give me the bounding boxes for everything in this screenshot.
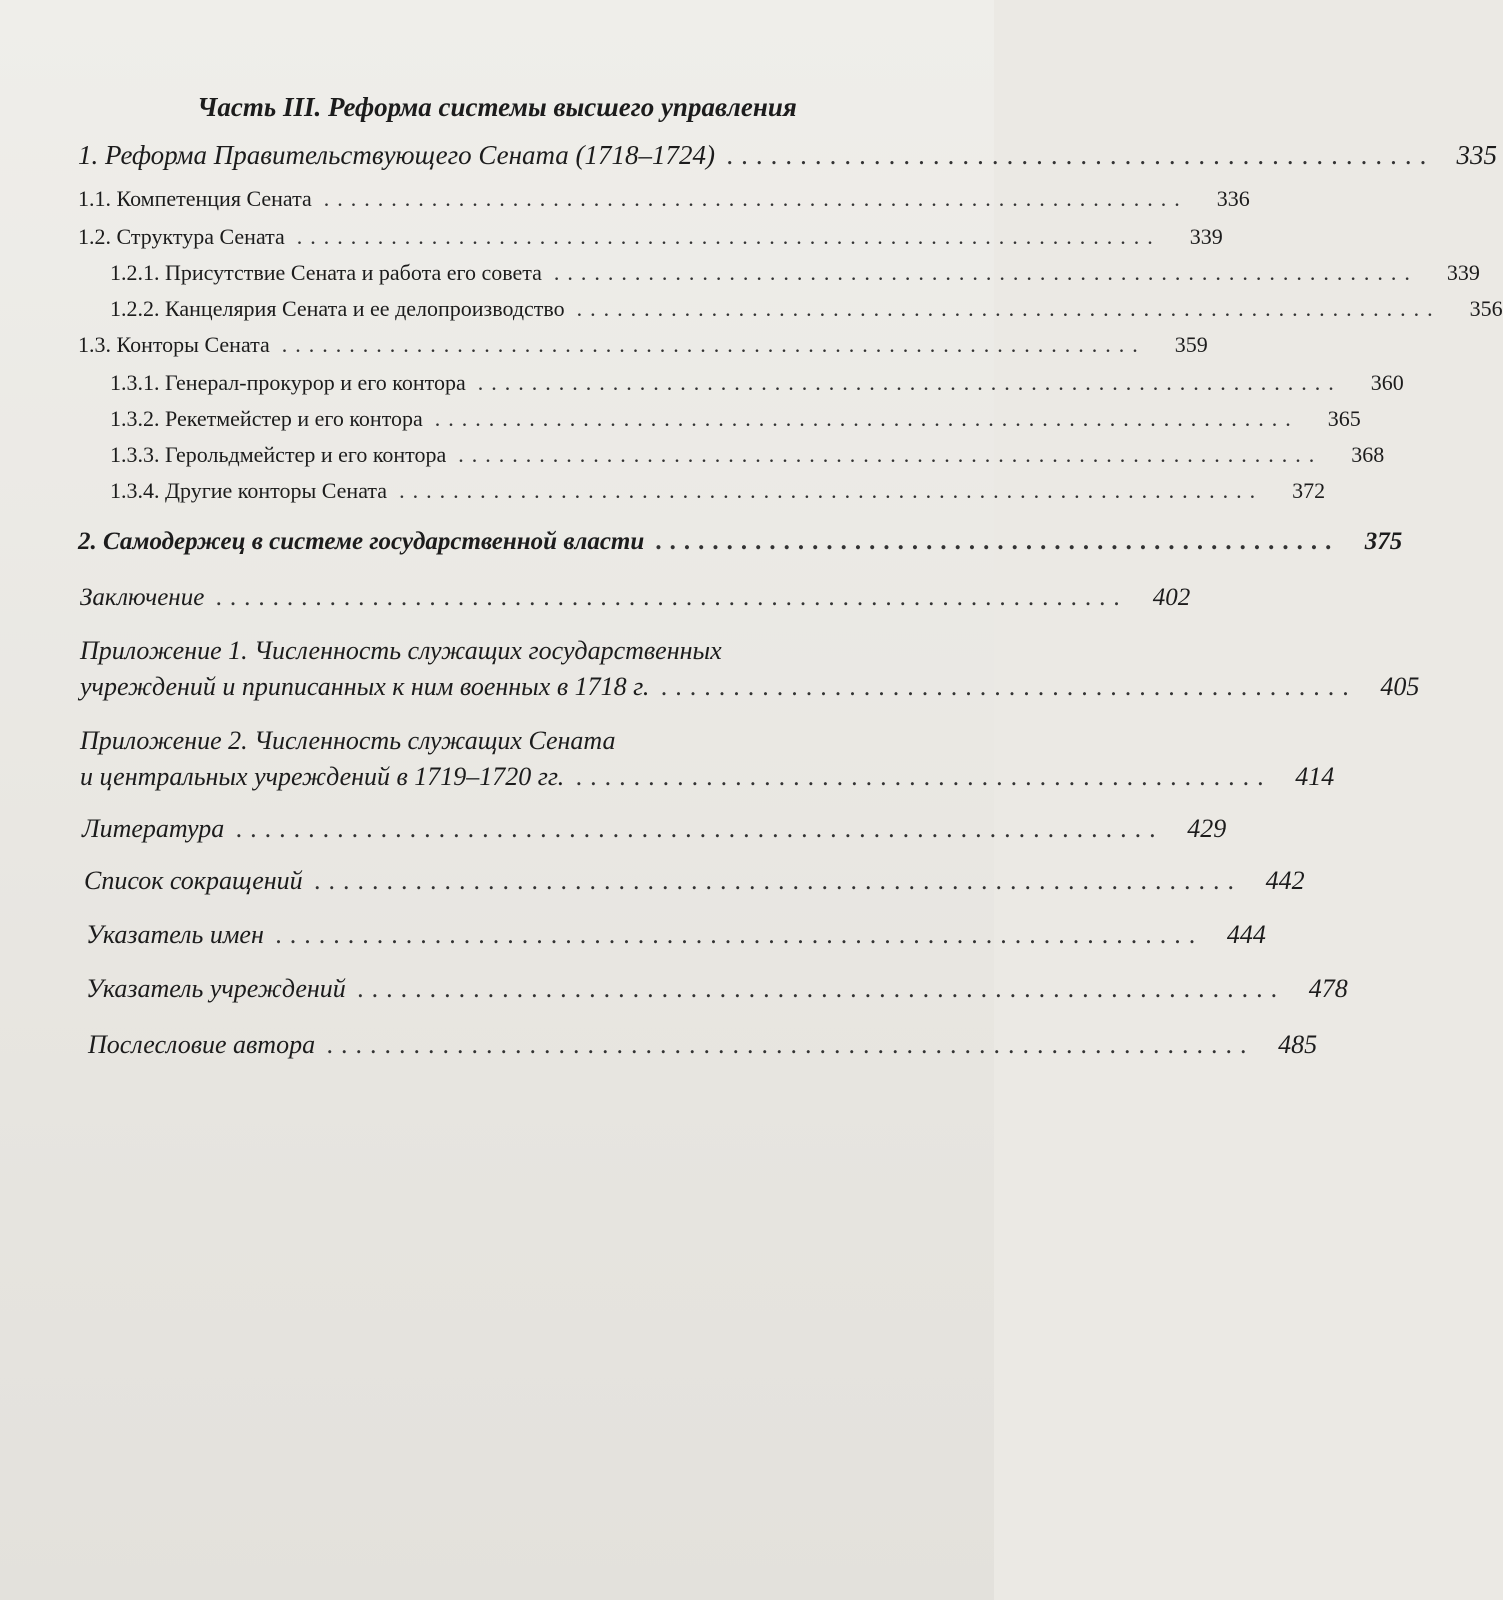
- toc-entry-title: Послесловие автора: [88, 1030, 316, 1059]
- toc-entry: [80, 672, 1420, 702]
- leader-dots: ................................................................: [216, 584, 1129, 611]
- toc-entry-page: 339: [1446, 260, 1480, 285]
- leader-dots: ................................................................: [314, 866, 1243, 895]
- toc-entry-page: 360: [1370, 370, 1404, 395]
- toc-entry: [110, 406, 1361, 432]
- leader-dots: ................................................: [576, 762, 1273, 791]
- toc-entry-page: 444: [1226, 920, 1266, 949]
- toc-entry: [110, 370, 1404, 396]
- toc-entry-page: 359: [1174, 332, 1208, 357]
- leader-dots: ................................................................: [399, 478, 1264, 503]
- toc-entry-title: Заключение: [80, 584, 205, 611]
- toc-entry-page: 368: [1351, 442, 1385, 467]
- leader-dots: ................................................................: [327, 1030, 1256, 1059]
- toc-entry-page: 442: [1265, 866, 1305, 895]
- toc-entry-page: 478: [1308, 974, 1348, 1003]
- leader-dots: ................................................: [727, 140, 1436, 170]
- toc-entry-title: 2. Самодержец в системе государственной власти: [78, 528, 645, 555]
- toc-entry-page: 402: [1152, 584, 1191, 611]
- leader-dots: ................................................................: [275, 920, 1204, 949]
- toc-entry: [110, 260, 1480, 286]
- toc-entry-title: 1.2. Структура Сената: [78, 224, 285, 249]
- toc-entry-title-line2: и центральных учреждений в 1719–1720 гг.: [80, 762, 565, 791]
- toc-entry-page: 414: [1295, 762, 1335, 791]
- toc-entry-page: 375: [1364, 528, 1403, 555]
- leader-dots: ................................................................: [576, 296, 1441, 321]
- toc-entry: [78, 528, 1403, 556]
- toc-entry-page: 339: [1189, 224, 1223, 249]
- toc-entry-title-line2: учреждений и приписанных к ним военных в 1718 г.: [80, 672, 650, 701]
- toc-entry: [82, 814, 1227, 844]
- toc-entry-page: 365: [1327, 406, 1361, 431]
- toc-entry: [84, 866, 1305, 896]
- toc-entry-page: 336: [1216, 186, 1250, 211]
- toc-entry-title: 1. Реформа Правительствующего Сената (1718–1724): [78, 140, 716, 170]
- toc-entry: [78, 186, 1250, 212]
- toc-entry-page: 485: [1278, 1030, 1318, 1059]
- toc-entry: [80, 762, 1335, 792]
- toc-entry-title: 1.3.4. Другие конторы Сената: [110, 478, 388, 503]
- toc-entry-title: 1.3.1. Генерал-прокурор и его контора: [110, 370, 466, 395]
- leader-dots: ................................................................: [434, 406, 1299, 431]
- leader-dots: ................................................................: [458, 442, 1323, 467]
- toc-entry: [80, 584, 1191, 612]
- leader-dots: ................................................................: [477, 370, 1342, 395]
- leader-dots: ................................................................: [323, 186, 1188, 211]
- toc-entry-title: 1.2.2. Канцелярия Сената и ее делопроизводство: [110, 296, 565, 321]
- toc-entry: [86, 974, 1348, 1004]
- leader-dots: ................................................................: [236, 814, 1165, 843]
- toc-entry-page: 405: [1380, 672, 1420, 701]
- toc-entry: [86, 920, 1266, 950]
- toc-entry-title: Список сокращений: [84, 866, 303, 895]
- toc-entry-page: 372: [1292, 478, 1326, 503]
- leader-dots: ................................................................: [553, 260, 1418, 285]
- toc-entry-title: 1.3.2. Рекетмейстер и его контора: [110, 406, 423, 431]
- toc-entry-title: 1.3. Конторы Сената: [78, 332, 270, 357]
- toc-entry-title-line1: Приложение 2. Численность служащих Сената: [80, 726, 616, 755]
- toc-entry: [110, 478, 1326, 504]
- leader-dots: ................................................................: [296, 224, 1161, 249]
- toc-entry: [78, 140, 1498, 171]
- toc-entry-title: 1.1. Компетенция Сената: [78, 186, 312, 211]
- toc-entry-title: Литература: [82, 814, 225, 843]
- toc-entry: [88, 1030, 1318, 1060]
- toc-entry-page: 429: [1187, 814, 1227, 843]
- toc-entry-page: 335: [1456, 140, 1498, 170]
- toc-entry: [110, 296, 1503, 322]
- toc-entry-title: Указатель имен: [86, 920, 264, 949]
- leader-dots: ................................................................: [357, 974, 1286, 1003]
- toc-entry-title: 1.2.1. Присутствие Сената и работа его совета: [110, 260, 542, 285]
- toc-entry: [78, 224, 1223, 250]
- toc-entry-title: Указатель учреждений: [86, 974, 346, 1003]
- leader-dots: ................................................................: [281, 332, 1146, 357]
- part-title: Часть III. Реформа системы высшего управления: [197, 92, 797, 122]
- toc-entry: [110, 442, 1385, 468]
- toc-entry-page: 356: [1469, 296, 1503, 321]
- toc-entry-title: 1.3.3. Герольдмейстер и его контора: [110, 442, 447, 467]
- leader-dots: ................................................: [656, 528, 1341, 555]
- leader-dots: ................................................: [661, 672, 1358, 701]
- toc-entry: [78, 332, 1208, 358]
- toc-entry-title-line1: Приложение 1. Численность служащих государственных: [80, 636, 722, 665]
